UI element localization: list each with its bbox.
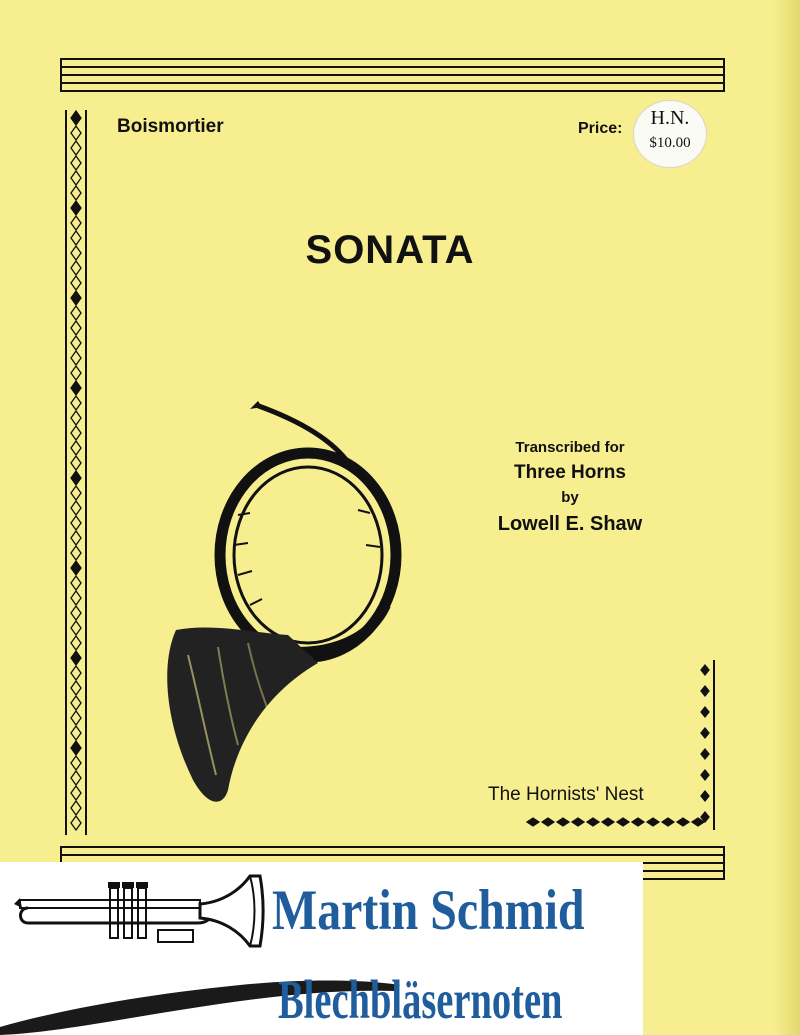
banner-dealer-name: Martin Schmid [272, 879, 585, 942]
publisher-name: The Hornists' Nest [488, 784, 644, 805]
bottom-staff-right-bar [723, 846, 725, 880]
price-sticker-code: H.N. [650, 107, 690, 129]
border-diamond [587, 818, 599, 826]
border-diamond [701, 770, 709, 780]
border-diamond [71, 306, 81, 320]
border-diamond [71, 201, 81, 215]
border-diamond [701, 665, 709, 675]
border-diamond [701, 749, 709, 759]
border-diamond [71, 816, 81, 830]
price-sticker-amount: $10.00 [649, 135, 691, 151]
border-diamond [71, 591, 81, 605]
border-diamond [692, 818, 704, 826]
border-diamond [71, 126, 81, 140]
border-diamond [71, 186, 81, 200]
border-diamond [71, 741, 81, 755]
border-diamond [701, 707, 709, 717]
border-diamond [71, 351, 81, 365]
border-diamond [71, 801, 81, 815]
border-diamond [71, 651, 81, 665]
border-diamond [71, 441, 81, 455]
border-diamond [527, 818, 539, 826]
border-diamond [71, 156, 81, 170]
border-diamond [71, 756, 81, 770]
border-diamond [71, 516, 81, 530]
border-diamond [71, 381, 81, 395]
border-diamond [71, 726, 81, 740]
border-diamond [71, 711, 81, 725]
border-diamond [71, 666, 81, 680]
border-diamond [701, 686, 709, 696]
border-diamond [71, 426, 81, 440]
credit-transcribed-for: Transcribed for [515, 439, 625, 456]
border-diamond [71, 171, 81, 185]
border-diamond [71, 471, 81, 485]
banner-dealer-tagline: Blechbläsernoten [278, 969, 563, 1030]
top-staff-right-bar [723, 58, 725, 92]
page-title: SONATA [305, 228, 475, 272]
border-diamond [701, 728, 709, 738]
border-diamond [71, 411, 81, 425]
border-diamond [71, 111, 81, 125]
border-diamond [71, 456, 81, 470]
border-diamond [71, 366, 81, 380]
border-diamond [71, 681, 81, 695]
border-diamond [71, 321, 81, 335]
border-diamond [71, 531, 81, 545]
left-diamond-border [62, 110, 88, 835]
credits-block [465, 437, 675, 539]
border-diamond [572, 818, 584, 826]
credit-by: by [561, 489, 579, 506]
border-diamond [662, 818, 674, 826]
border-diamond [677, 818, 689, 826]
border-diamond [647, 818, 659, 826]
border-diamond [71, 336, 81, 350]
border-diamond [701, 791, 709, 801]
price-sticker [633, 100, 707, 168]
top-staff-left-bar [60, 58, 62, 92]
right-diamond-border [695, 660, 717, 830]
page-edge-shadow [774, 0, 800, 1035]
border-diamond [632, 818, 644, 826]
border-diamond [71, 291, 81, 305]
bottom-diamond-border [525, 812, 710, 832]
border-diamond [71, 576, 81, 590]
border-diamond [542, 818, 554, 826]
credit-arranger: Lowell E. Shaw [497, 513, 643, 535]
border-diamond [617, 818, 629, 826]
composer-name: Boismortier [117, 116, 224, 137]
border-diamond [71, 696, 81, 710]
border-diamond [557, 818, 569, 826]
border-diamond [71, 141, 81, 155]
border-diamond [71, 621, 81, 635]
price-label: Price: [578, 120, 623, 137]
border-diamond [71, 786, 81, 800]
border-diamond [71, 276, 81, 290]
border-diamond [71, 396, 81, 410]
horn-illustration-icon [158, 395, 458, 810]
border-diamond [602, 818, 614, 826]
border-diamond [71, 501, 81, 515]
trumpet-icon [8, 868, 280, 963]
border-diamond [71, 771, 81, 785]
border-diamond [71, 561, 81, 575]
border-diamond [71, 486, 81, 500]
border-diamond [71, 606, 81, 620]
border-diamond [71, 546, 81, 560]
border-diamond [71, 636, 81, 650]
credit-instrumentation: Three Horns [514, 462, 626, 483]
